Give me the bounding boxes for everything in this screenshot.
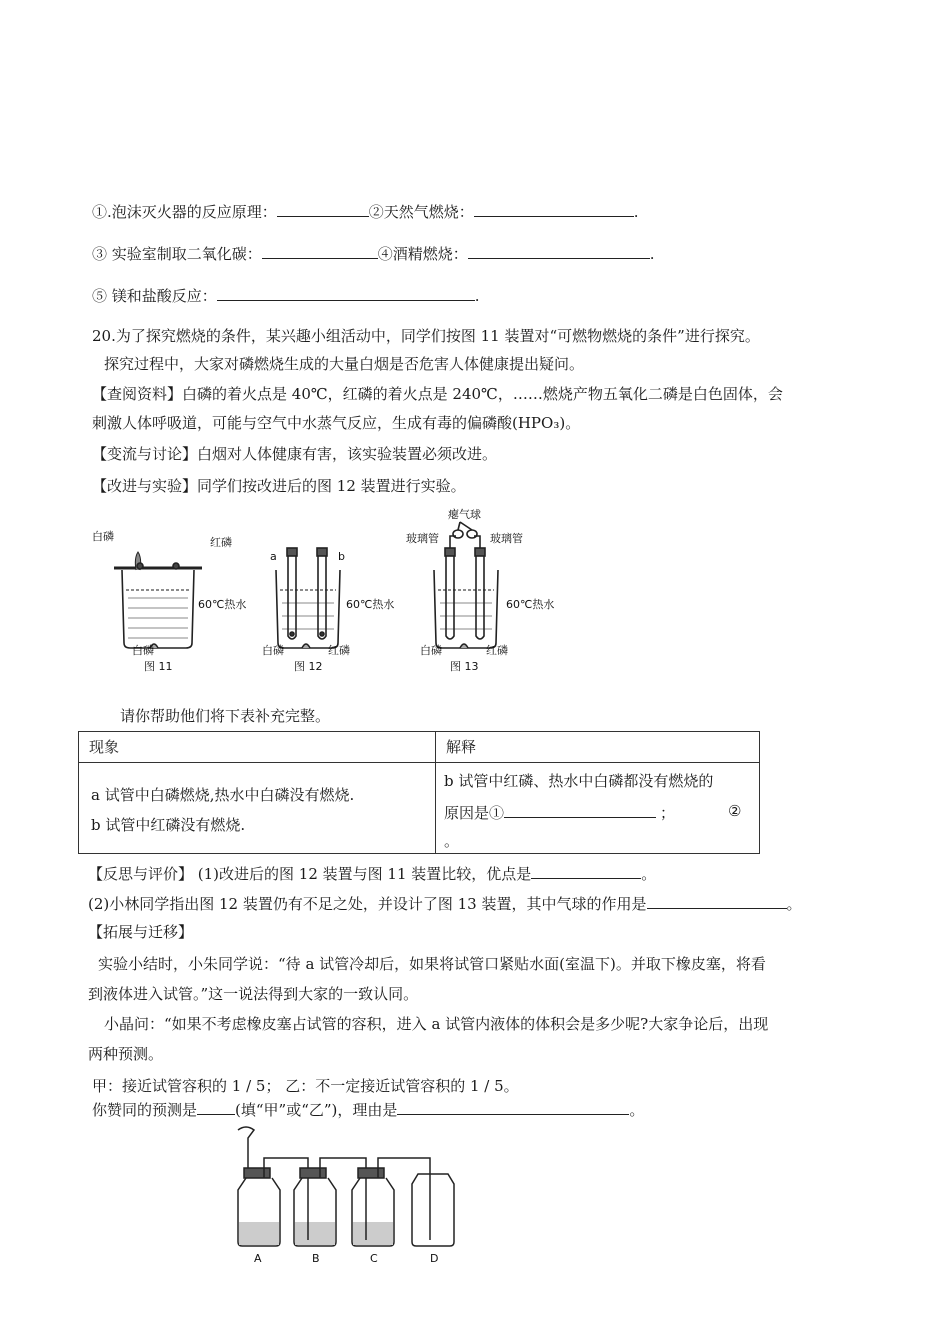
predictions: 甲：接近试管容积的 1 / 5； 乙：不一定接近试管容积的 1 / 5。 [92, 1077, 519, 1095]
answer-blank-3[interactable] [262, 242, 378, 259]
q20-improve: 【改进与实验】同学们按改进后的图 12 装置进行实验。 [92, 477, 466, 495]
label-hot-water: 60℃热水 [346, 598, 395, 611]
label-hot-water: 60℃热水 [198, 598, 247, 611]
label-hot-water: 60℃热水 [506, 598, 555, 611]
label-red-phosphorus: 红磷 [328, 644, 350, 657]
answer-blank-1[interactable] [277, 200, 369, 217]
answer-blank-reason[interactable] [397, 1098, 629, 1115]
observation-table [78, 731, 760, 854]
label-bottle-c: C [370, 1252, 378, 1264]
phenomenon-line-1: a 试管中白磷燃烧,热水中白磷没有燃烧. [91, 786, 355, 804]
extend-line-4: 两种预测。 [88, 1045, 164, 1063]
figure-12 [276, 548, 340, 648]
label-red-phosphorus: 红磷 [486, 644, 508, 657]
bottles-apparatus [226, 1124, 476, 1264]
label-bottle-d: D [430, 1252, 439, 1264]
q20-intro-2: 探究过程中，大家对磷燃烧生成的大量白烟是否危害人体健康提出疑问。 [104, 355, 585, 373]
figure-11 [114, 552, 202, 648]
q20-intro: 20.为了探究燃烧的条件，某兴趣小组活动中，同学们按图 11 装置对“可燃物燃烧的条件”进行探究。 [92, 327, 760, 345]
answer-blank-advantage[interactable] [531, 862, 641, 879]
caption-figure-13: 图 13 [450, 660, 479, 673]
label-white-phosphorus: 白磷 [262, 644, 284, 657]
extend-line-1: 实验小结时，小朱同学说：“待 a 试管冷却后，如果将试管口紧贴水面(室温下)。并取下橡皮塞，将看 [98, 955, 766, 973]
q20-discuss: 【变流与讨论】白烟对人体健康有害，该实验装置必须改进。 [92, 445, 498, 463]
figure-13 [434, 522, 498, 648]
reflect-line-2: (2)小林同学指出图 12 装置仍有不足之处，并设计了图 13 装置，其中气球的作用是 。 [88, 892, 802, 914]
q20-info-1: 【查阅资料】白磷的着火点是 40℃，红磷的着火点是 240℃，……燃烧产物五氧化二磷是白色固体，会 [92, 385, 783, 403]
explanation-cell [436, 763, 760, 854]
extend-heading: 【拓展与迁移】 [88, 923, 194, 941]
answer-blank-balloon[interactable] [647, 892, 787, 909]
extend-line-2: 到液体进入试管。”这一说法得到大家的一致认同。 [88, 985, 419, 1003]
answer-blank-4[interactable] [468, 242, 650, 259]
table-header-phenomenon: 现象 [79, 732, 436, 763]
q19-line-2: ③ 实验室制取二氧化碳： ④酒精燃烧： . [92, 242, 655, 264]
phenomenon-line-2: b 试管中红磷没有燃烧. [91, 816, 246, 834]
label-bottle-a: A [254, 1252, 262, 1264]
label-white-phosphorus: 白磷 [420, 644, 442, 657]
explanation-line-3: 。 [444, 832, 460, 850]
q19-item-2: ②天然气燃烧： [368, 203, 474, 221]
q20-info-2: 刺激人体呼吸道，可能与空气中水蒸气反应，生成有毒的偏磷酸(HPO₃)。 [92, 414, 581, 432]
reflect-line-1: 【反思与评价】 (1)改进后的图 12 装置与图 11 装置比较，优点是 。 [88, 862, 656, 884]
table-instruction: 请你帮助他们将下表补充完整。 [120, 707, 331, 725]
caption-figure-11: 图 11 [144, 660, 173, 673]
apparatus-figures [88, 508, 568, 674]
agree-line: 你赞同的预测是 (填“甲”或“乙”)，理由是 。 [92, 1098, 644, 1120]
answer-blank-5[interactable] [217, 284, 475, 301]
caption-figure-12: 图 12 [294, 660, 323, 673]
phenomenon-cell [79, 763, 436, 854]
explanation-line-2: 原因是① ； [444, 801, 675, 823]
answer-blank-2[interactable] [474, 200, 634, 217]
explanation-reason-2-marker: ② [728, 802, 742, 820]
q19-item-4: ④酒精燃烧： [377, 245, 468, 263]
bottle-d [412, 1174, 454, 1246]
bottle-c [352, 1158, 430, 1246]
label-balloon: 瘪气球 [448, 508, 481, 521]
explanation-line-1: b 试管中红磷、热水中白磷都没有燃烧的 [444, 772, 714, 790]
q19-item-3: ③ 实验室制取二氧化碳： [92, 245, 262, 263]
label-red-phosphorus: 红磷 [210, 536, 232, 549]
q19-item-5: ⑤ 镁和盐酸反应： [92, 287, 217, 305]
q19-line-1: ①.泡沫灭火器的反应原理： ②天然气燃烧： . [92, 200, 639, 222]
answer-blank-choice[interactable] [197, 1098, 235, 1115]
label-glass-tube-left: 玻璃管 [406, 532, 439, 545]
q19-item-1: ①.泡沫灭火器的反应原理： [92, 203, 277, 221]
q19-line-3: ⑤ 镁和盐酸反应： . [92, 284, 480, 306]
label-bottle-b: B [312, 1252, 320, 1264]
table-header-explanation: 解释 [436, 732, 760, 763]
answer-blank-reason-1[interactable] [504, 801, 656, 818]
label-white-phosphorus-2: 白磷 [132, 644, 154, 657]
extend-line-3: 小晶问：“如果不考虑橡皮塞占试管的容积，进入 a 试管内液体的体积会是多少呢?大家争论后，出现 [104, 1015, 769, 1033]
label-white-phosphorus: 白磷 [92, 530, 114, 543]
label-tube-b: b [338, 550, 345, 563]
label-tube-a: a [270, 550, 277, 563]
label-glass-tube-right: 玻璃管 [490, 532, 523, 545]
